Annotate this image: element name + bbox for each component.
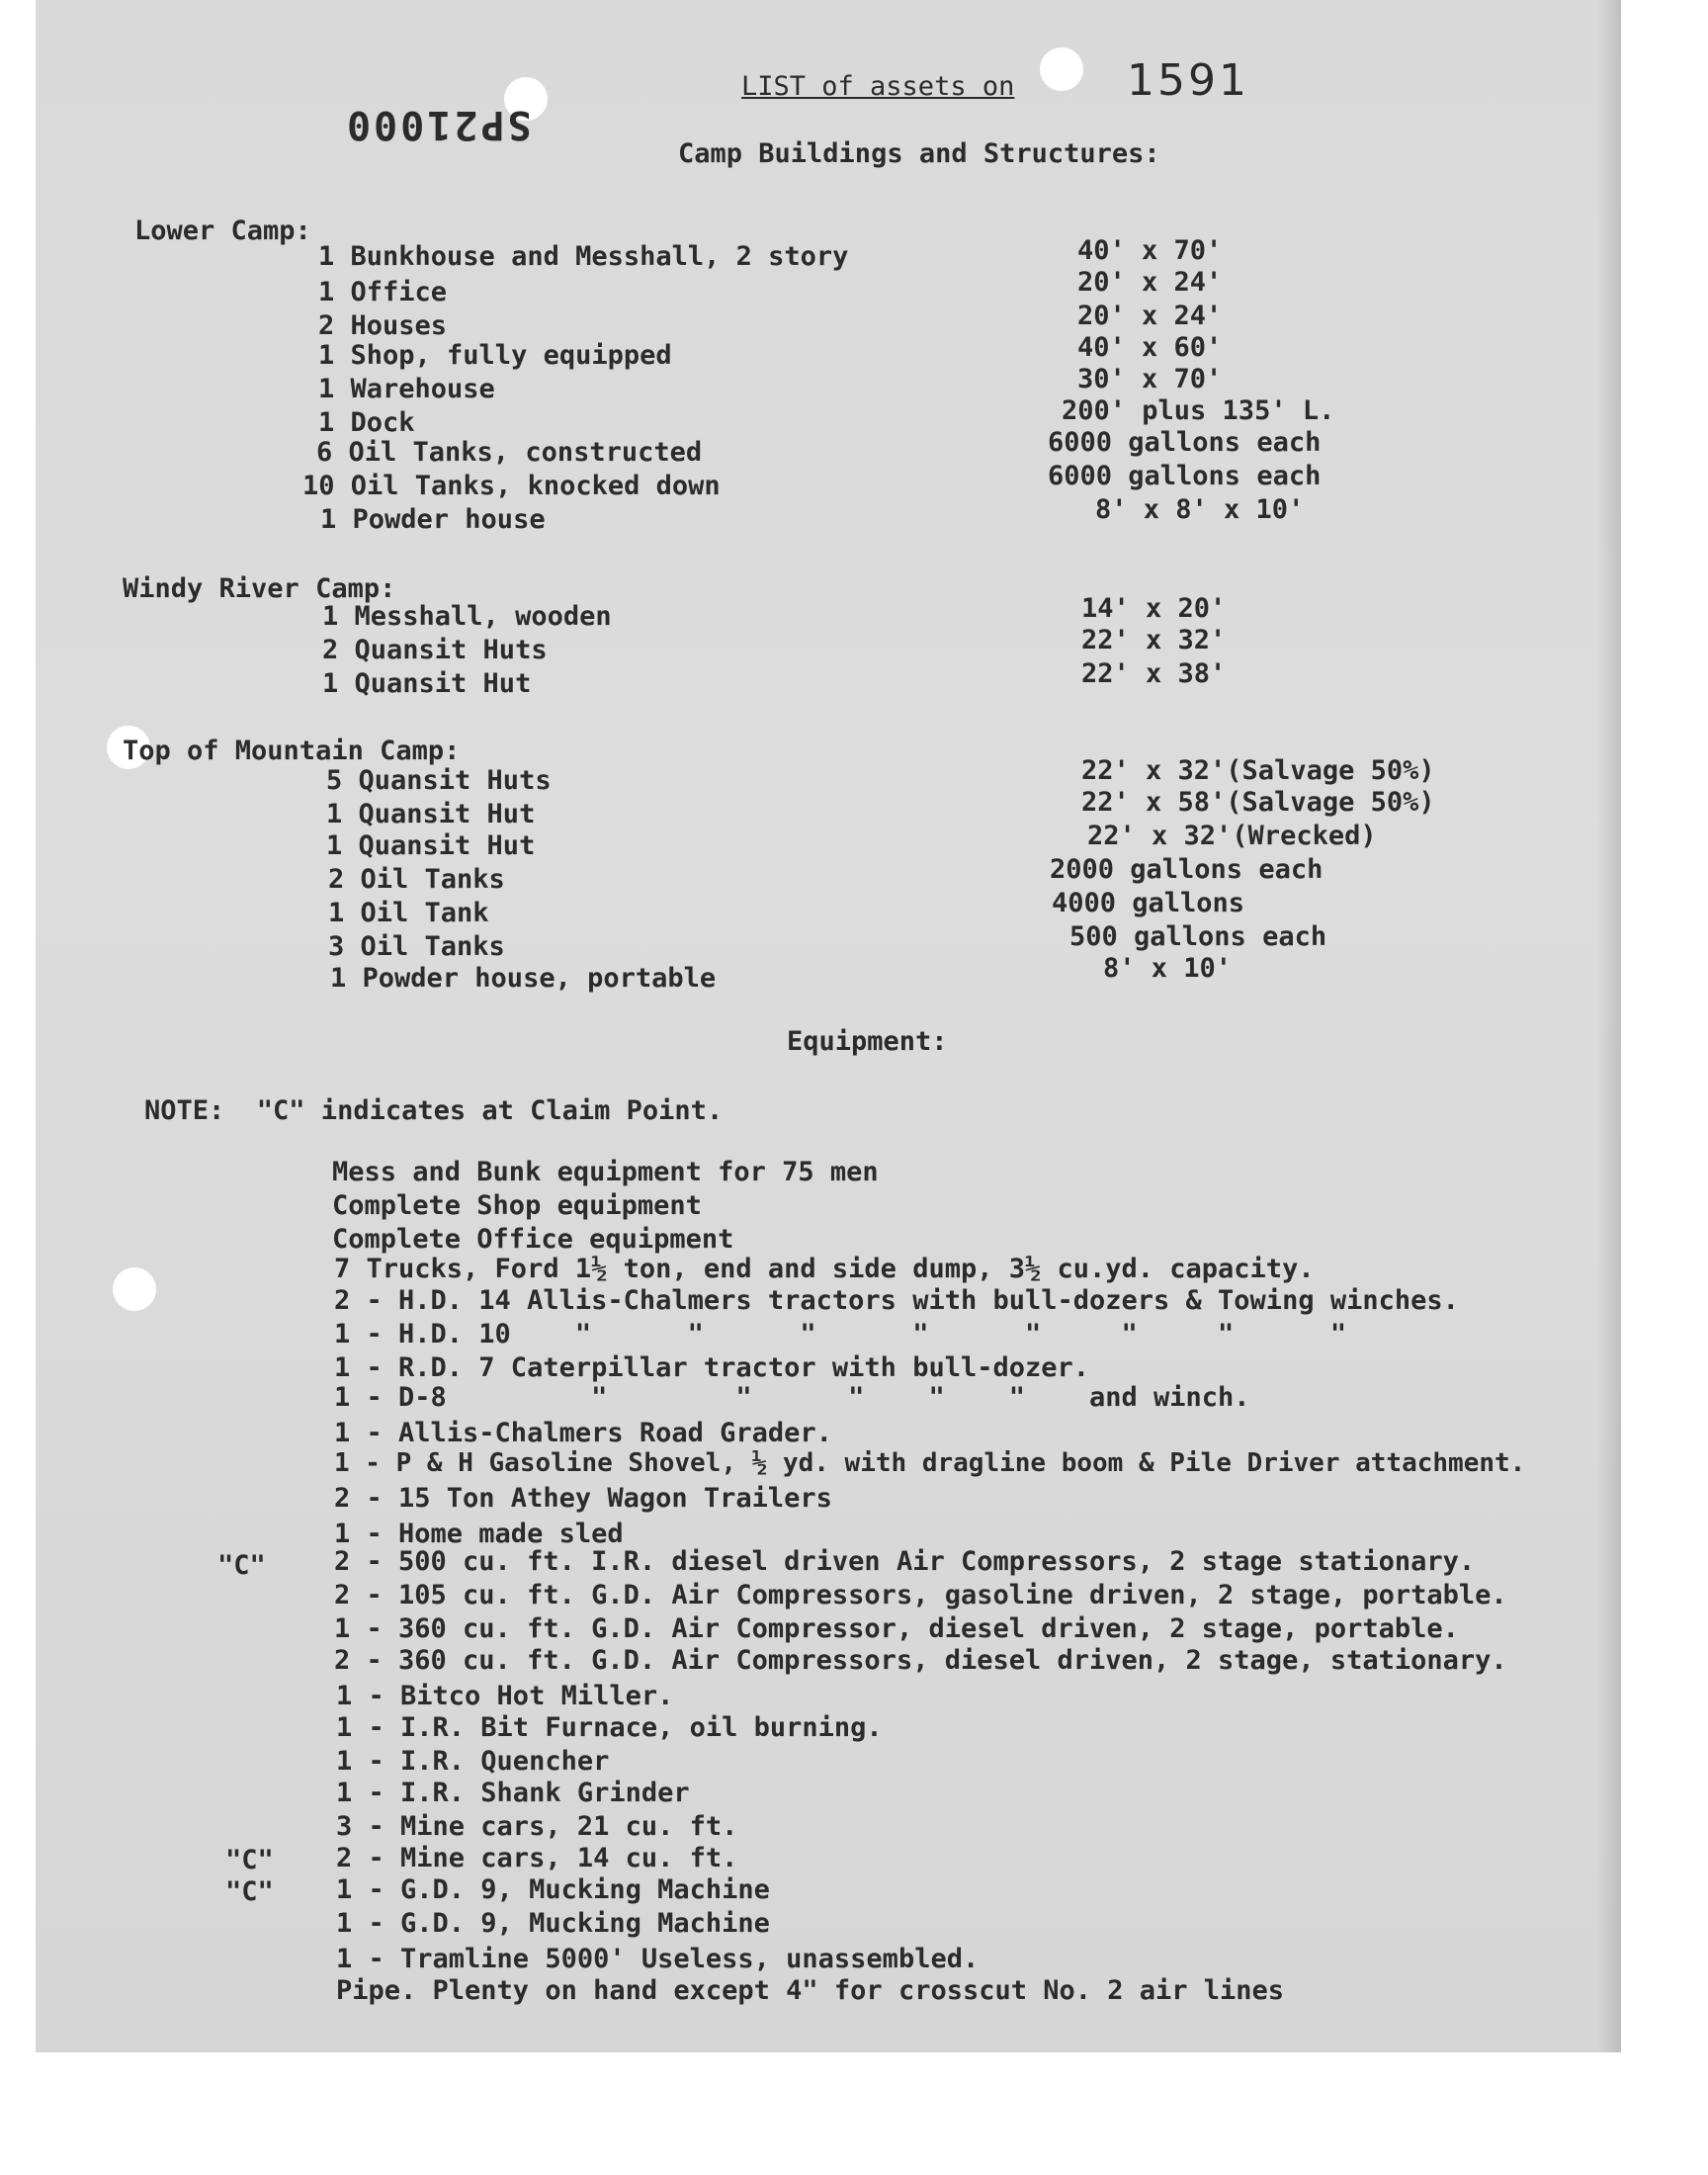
list-item: 3 - Mine cars, 21 cu. ft.: [336, 1811, 738, 1842]
list-item: 1 - I.R. Shank Grinder: [336, 1778, 690, 1808]
list-item: 1 Quansit Hut: [322, 668, 532, 699]
list-item: Complete Office equipment: [332, 1224, 734, 1255]
page-edge-shadow: [1597, 0, 1621, 2052]
equipment-note: NOTE: "C" indicates at Claim Point.: [144, 1095, 724, 1126]
list-item-size: 6000 gallons each: [1048, 461, 1322, 491]
list-item-size: 8' x 10': [1103, 953, 1233, 984]
list-item: 1 Shop, fully equipped: [318, 340, 672, 371]
list-item: 1 - 360 cu. ft. G.D. Air Compressor, diesel driven, 2 stage, portable.: [334, 1613, 1459, 1644]
list-item: 1 Office: [318, 277, 448, 307]
list-item-size: 500 gallons each: [1069, 921, 1327, 952]
punch-hole: [1040, 47, 1083, 91]
top-of-mountain-camp-heading: Top of Mountain Camp:: [123, 736, 461, 766]
list-item-size: 20' x 24': [1077, 267, 1223, 298]
list-item: 1 - R.D. 7 Caterpillar tractor with bull-dozer.: [334, 1352, 1090, 1383]
list-item: 1 - I.R. Quencher: [336, 1746, 610, 1777]
section-title: Camp Buildings and Structures:: [678, 138, 1160, 169]
list-item-size: 14' x 20': [1081, 593, 1227, 624]
list-item-size: 30' x 70': [1077, 364, 1223, 394]
list-item-marker: "C": [225, 1876, 274, 1907]
list-item-size: 22' x 32'(Salvage 50%): [1081, 755, 1435, 786]
list-item: 6 Oil Tanks, constructed: [316, 437, 703, 468]
list-item: 5 Quansit Huts: [326, 765, 552, 796]
list-item: 2 - Mine cars, 14 cu. ft.: [336, 1843, 738, 1873]
file-stamp: SP21000: [344, 102, 532, 147]
list-item-size: 4000 gallons: [1052, 888, 1245, 918]
document-number: 1591: [1127, 55, 1249, 106]
list-item-marker: "C": [217, 1550, 266, 1581]
list-item: 1 Bunkhouse and Messhall, 2 story: [318, 241, 849, 272]
list-item: 2 - 360 cu. ft. G.D. Air Compressors, diesel driven, 2 stage, stationary.: [334, 1645, 1507, 1676]
list-item: 1 Powder house: [320, 504, 546, 535]
list-item-size: 22' x 32': [1081, 625, 1227, 655]
list-item: 1 Oil Tank: [328, 898, 489, 928]
list-item: 1 Powder house, portable: [330, 963, 717, 994]
list-item: 2 Houses: [318, 310, 448, 341]
document-title: LIST of assets on: [741, 71, 1015, 102]
list-item-size: 22' x 38': [1081, 658, 1227, 689]
list-item-size: 6000 gallons each: [1048, 427, 1322, 458]
list-item-size: 40' x 70': [1077, 235, 1223, 266]
list-item: 2 Oil Tanks: [328, 864, 505, 895]
list-item: 2 - 15 Ton Athey Wagon Trailers: [334, 1483, 832, 1514]
list-item: 1 - Home made sled: [334, 1519, 624, 1549]
equipment-heading: Equipment:: [787, 1026, 948, 1057]
list-item: 3 Oil Tanks: [328, 931, 505, 962]
list-item-size: 8' x 8' x 10': [1095, 494, 1305, 525]
lower-camp-heading: Lower Camp:: [134, 216, 311, 246]
list-item: 1 - G.D. 9, Mucking Machine: [336, 1874, 770, 1905]
list-item-size: 200' plus 135' L.: [1062, 395, 1335, 426]
list-item: 10 Oil Tanks, knocked down: [302, 471, 721, 501]
list-item: 7 Trucks, Ford 1½ ton, end and side dump, 3½ cu.yd. capacity.: [334, 1254, 1315, 1284]
list-item: 1 - I.R. Bit Furnace, oil burning.: [336, 1712, 883, 1743]
list-item: 1 Warehouse: [318, 374, 495, 404]
list-item-size: 22' x 32'(Wrecked): [1087, 821, 1377, 851]
list-item-size: 2000 gallons each: [1050, 854, 1324, 885]
list-item: 1 - D-8 " " " " " and winch.: [334, 1382, 1250, 1413]
list-item: 1 - Bitco Hot Miller.: [336, 1681, 674, 1711]
list-item: 1 - H.D. 10 " " " " " " " ": [334, 1319, 1347, 1349]
list-item: 1 - Allis-Chalmers Road Grader.: [334, 1418, 832, 1448]
list-item-size: 22' x 58'(Salvage 50%): [1081, 787, 1435, 818]
list-item-marker: "C": [225, 1845, 274, 1875]
punch-hole: [113, 1267, 156, 1311]
list-item: 2 - 105 cu. ft. G.D. Air Compressors, gasoline driven, 2 stage, portable.: [334, 1580, 1507, 1610]
list-item: 1 Quansit Hut: [326, 830, 536, 861]
list-item-size: 20' x 24': [1077, 301, 1223, 331]
list-item: 2 - H.D. 14 Allis-Chalmers tractors with bull-dozers & Towing winches.: [334, 1285, 1459, 1316]
list-item: 1 Quansit Hut: [326, 799, 536, 829]
list-item: Complete Shop equipment: [332, 1190, 702, 1221]
list-item-size: 40' x 60': [1077, 332, 1223, 363]
list-item: 2 - 500 cu. ft. I.R. diesel driven Air Compressors, 2 stage stationary.: [334, 1546, 1476, 1577]
list-item: 1 Dock: [318, 407, 415, 438]
list-item: 1 Messhall, wooden: [322, 601, 612, 632]
list-item: 1 - G.D. 9, Mucking Machine: [336, 1908, 770, 1939]
windy-river-camp-heading: Windy River Camp:: [123, 573, 396, 604]
list-item: Mess and Bunk equipment for 75 men: [332, 1157, 879, 1187]
list-item: 2 Quansit Huts: [322, 635, 548, 665]
list-item: Pipe. Plenty on hand except 4" for crosscut No. 2 air lines: [336, 1975, 1285, 2006]
list-item: 1 - P & H Gasoline Shovel, ½ yd. with dragline boom & Pile Driver attachment.: [334, 1448, 1526, 1478]
list-item: 1 - Tramline 5000' Useless, unassembled.: [336, 1944, 980, 1974]
